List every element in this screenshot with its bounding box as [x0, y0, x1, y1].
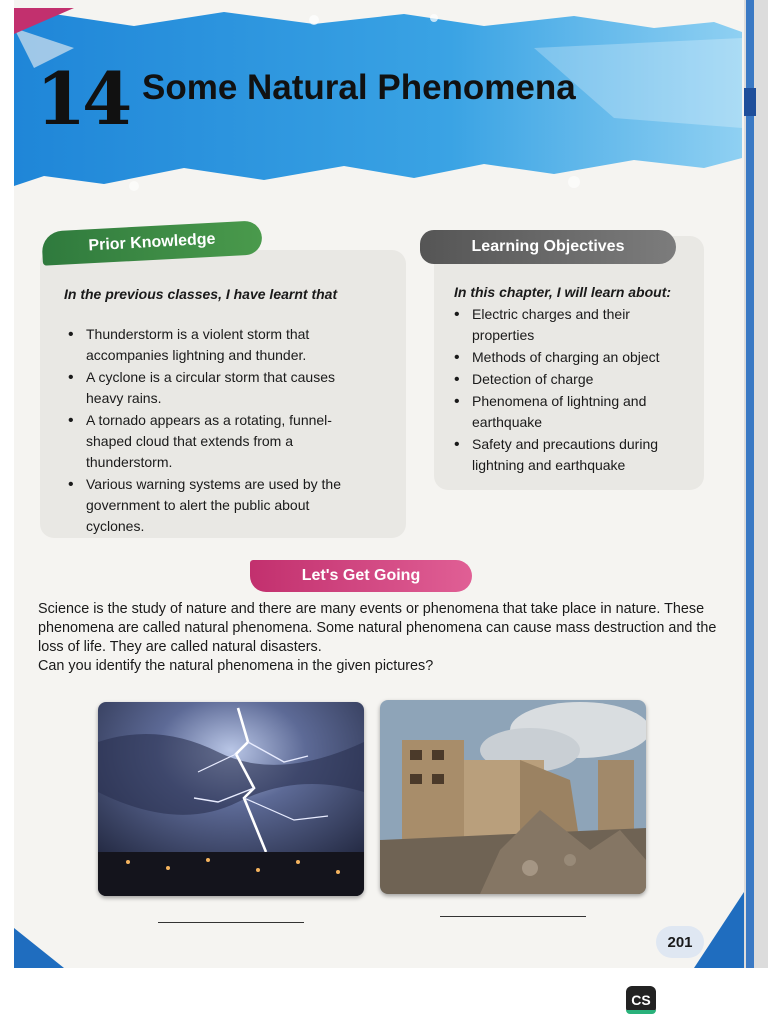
- list-item: • Various warning systems are used by the government to alert the public about cyclones.: [66, 474, 348, 537]
- learning-objectives-list: [452, 304, 696, 477]
- list-item: • Electric charges and their properties: [452, 304, 696, 346]
- lets-get-going-label: Let's Get Going: [250, 560, 472, 592]
- lightning-storm-photo: [98, 702, 364, 896]
- intro-question: Can you identify the natural phenomena in the given pictures?: [38, 658, 434, 674]
- list-item: • A cyclone is a circular storm that causes heavy rains.: [66, 367, 348, 409]
- page-edge: [744, 0, 768, 968]
- page-number: 201: [656, 926, 704, 958]
- chapter-number: 14: [36, 56, 129, 141]
- chapter-title: Some Natural Phenomena: [142, 68, 576, 107]
- answer-line-1: [158, 922, 304, 923]
- answer-line-2: [440, 916, 586, 917]
- list-item: • Methods of charging an object: [452, 347, 696, 368]
- page-edge-mark: [744, 88, 756, 116]
- intro-paragraph-block: [38, 600, 718, 676]
- list-item: • Thunderstorm is a violent storm that accompanies lightning and thunder.: [66, 324, 348, 366]
- prior-knowledge-intro: In the previous classes, I have learnt that: [64, 286, 338, 302]
- learning-objectives-label: Learning Objectives: [420, 230, 676, 264]
- list-item: • Safety and precautions during lightning and earthquake: [452, 434, 696, 476]
- list-item: • Phenomena of lightning and earthquake: [452, 391, 696, 433]
- textbook-page: [14, 0, 744, 968]
- corner-decoration-right: [694, 892, 744, 968]
- page-edge-stripe: [746, 0, 754, 968]
- camscanner-logo: CS: [626, 986, 656, 1014]
- earthquake-damage-photo: [380, 700, 646, 894]
- prior-knowledge-list: [66, 324, 348, 538]
- list-item: • Detection of charge: [452, 369, 696, 390]
- list-item: • A tornado appears as a rotating, funnel-shaped cloud that extends from a thunderstorm.: [66, 410, 348, 473]
- prior-knowledge-label: Prior Knowledge: [41, 220, 262, 265]
- intro-paragraph: Science is the study of nature and there are many events or phenomena that take place in nature. These phenomena are called natural phenomena. Some natural phenomena can cause mass destruction and the loss of life. They are called natural disasters.: [38, 601, 717, 655]
- corner-decoration-left: [14, 928, 64, 968]
- learning-objectives-intro: In this chapter, I will learn about:: [454, 284, 672, 300]
